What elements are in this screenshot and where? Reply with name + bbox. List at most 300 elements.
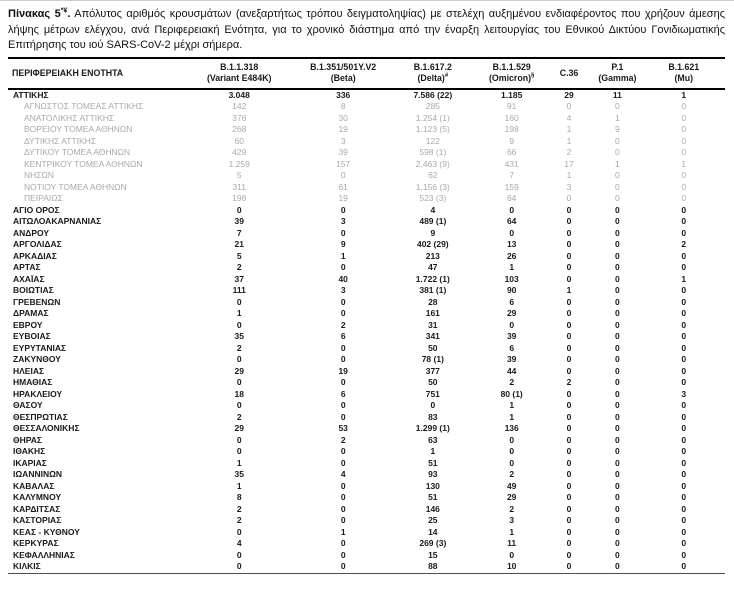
value-cell: 0	[615, 227, 620, 238]
table-row	[8, 251, 725, 263]
value-cell: 0	[681, 331, 687, 342]
value-cell: 25	[428, 515, 438, 526]
value-cell: 9	[430, 227, 436, 238]
value-cell: 1.254 (1)	[415, 112, 450, 123]
value-cell: 13	[506, 239, 517, 250]
region-name-cell: ΚΑΛΥΜΝΟΥ	[13, 492, 62, 503]
value-cell: 0	[615, 423, 620, 434]
value-cell: 751	[425, 388, 440, 399]
column-header-b-1-617-2: B.1.617.2 (Delta)#	[388, 58, 478, 89]
value-cell: 88	[388, 561, 478, 573]
value-cell: 0	[340, 446, 346, 457]
table-row	[8, 481, 725, 493]
value-cell: 2	[236, 262, 242, 273]
value-cell: 0	[566, 227, 572, 238]
region-name-cell: ΝΗΣΩΝ	[24, 170, 55, 181]
value-cell: 0	[566, 549, 572, 560]
value-cell: 0	[566, 503, 572, 514]
table-row	[8, 377, 725, 389]
value-cell: 40	[338, 273, 348, 284]
region-name-cell: ΑΤΤΙΚΗΣ	[13, 89, 49, 100]
value-cell: 6	[509, 296, 515, 307]
region-name-cell: ΔΥΤΙΚΗΣ ΑΤΤΙΚΗΣ	[24, 135, 97, 146]
value-cell: 103	[504, 273, 519, 284]
table-row	[8, 412, 725, 424]
value-cell: 0	[509, 227, 515, 238]
value-cell: 5	[236, 250, 242, 261]
value-cell: 6	[340, 331, 346, 342]
value-cell: 11	[612, 89, 622, 100]
value-cell: 0	[681, 423, 687, 434]
value-cell: 0	[566, 331, 572, 342]
value-cell: 66	[506, 147, 517, 158]
value-cell: 2.463 (9)	[415, 158, 450, 169]
value-cell: 0	[681, 411, 687, 422]
value-cell: 6	[509, 342, 515, 353]
region-name-cell: ΔΥΤΙΚΟΥ ΤΟΜΕΑ ΑΘΗΝΩΝ	[24, 147, 131, 158]
value-cell: 0	[681, 515, 687, 526]
value-cell: 78 (1)	[421, 354, 444, 365]
region-name-cell: ΔΡΑΜΑΣ	[13, 308, 49, 319]
value-cell: 63	[428, 434, 438, 445]
table-row	[8, 285, 725, 297]
value-cell: 37	[234, 273, 244, 284]
report-page	[0, 1, 734, 574]
value-cell: 0	[566, 515, 572, 526]
value-cell: 29	[564, 89, 574, 100]
value-cell: 0	[681, 446, 687, 457]
value-cell: 1.259	[228, 158, 250, 169]
table-row	[8, 435, 725, 447]
value-cell: 136	[504, 423, 519, 434]
value-cell: 0	[615, 434, 620, 445]
value-cell: 2	[236, 503, 242, 514]
value-cell: 0	[340, 503, 346, 514]
value-cell: 0	[681, 101, 687, 112]
value-cell: 0	[615, 147, 620, 158]
value-cell: 64	[506, 193, 517, 204]
value-cell: 8	[236, 492, 242, 503]
value-cell: 4	[340, 469, 346, 480]
region-name-cell: ΚΕΝΤΡΙΚΟΥ ΤΟΜΕΑ ΑΘΗΝΩΝ	[24, 158, 143, 169]
value-cell: 159	[504, 181, 519, 192]
value-cell: 39	[506, 331, 517, 342]
value-cell: 0	[615, 273, 620, 284]
value-cell: 0	[681, 492, 687, 503]
value-cell: 1	[430, 446, 436, 457]
value-cell: 17	[564, 158, 574, 169]
region-name-cell: ΚΑΡΔΙΤΣΑΣ	[13, 503, 61, 514]
value-cell: 6	[340, 388, 346, 399]
region-name-cell: ΚΑΒΑΛΑΣ	[13, 480, 55, 491]
value-cell: 53	[338, 423, 348, 434]
value-cell: 1.156 (3)	[415, 181, 450, 192]
value-cell: 83	[428, 411, 438, 422]
table-row	[8, 331, 725, 343]
value-cell: 198	[232, 193, 247, 204]
value-cell: 0	[340, 227, 346, 238]
value-cell: 0	[681, 480, 687, 491]
value-cell: 160	[504, 112, 519, 123]
value-cell: 0	[566, 308, 572, 319]
region-name-cell: ΘΕΣΠΡΩΤΙΑΣ	[13, 411, 68, 422]
table-row	[8, 320, 725, 332]
value-cell: 11	[507, 538, 517, 549]
value-cell: 402 (29)	[416, 239, 449, 250]
value-cell: 0	[643, 561, 725, 573]
value-cell: 598 (1)	[419, 147, 447, 158]
value-cell: 429	[232, 147, 247, 158]
value-cell: 3	[340, 135, 346, 146]
value-cell: 0	[566, 354, 572, 365]
value-cell: 0	[566, 216, 572, 227]
region-name-cell: ΙΩΑΝΝΙΝΩΝ	[13, 469, 63, 480]
value-cell: 61	[338, 181, 348, 192]
value-cell: 0	[566, 319, 572, 330]
value-cell: 268	[232, 124, 247, 135]
table-row	[8, 136, 725, 148]
value-cell: 198	[504, 124, 519, 135]
region-name-cell: ΑΧΑΪΑΣ	[13, 273, 45, 284]
value-cell: 0	[681, 503, 687, 514]
value-cell: 0	[681, 365, 687, 376]
value-cell: 0	[681, 112, 687, 123]
value-cell: 0	[681, 457, 687, 468]
value-cell: 0	[566, 262, 572, 273]
value-cell: 0	[681, 181, 687, 192]
value-cell: 0	[681, 400, 687, 411]
value-cell: 29	[506, 492, 517, 503]
region-name-cell: ΖΑΚΥΝΘΟΥ	[13, 354, 61, 365]
value-cell: 0	[681, 434, 687, 445]
region-name-cell: ΚΕΦΑΛΛΗΝΙΑΣ	[13, 549, 75, 560]
value-cell: 19	[338, 193, 348, 204]
column-header-c-36: C.36	[546, 58, 593, 89]
value-cell: 39	[338, 147, 348, 158]
table-row	[8, 262, 725, 274]
value-cell: 2	[681, 239, 687, 250]
value-cell: 311	[232, 181, 246, 192]
region-name-cell: ΝΟΤΙΟΥ ΤΟΜΕΑ ΑΘΗΝΩΝ	[24, 181, 127, 192]
value-cell: 0	[681, 296, 687, 307]
value-cell: 2	[340, 434, 346, 445]
value-cell: 1	[615, 158, 620, 169]
table-row	[8, 504, 725, 516]
table-row	[8, 124, 725, 136]
value-cell: 90	[506, 285, 517, 296]
value-cell: 0	[681, 147, 687, 158]
value-cell: 0	[615, 446, 620, 457]
region-name-cell: ΑΡΚΑΔΙΑΣ	[13, 250, 57, 261]
value-cell: 0	[509, 319, 515, 330]
value-cell: 1.722 (1)	[415, 273, 450, 284]
value-cell: 0	[681, 319, 687, 330]
region-name-cell: ΘΗΡΑΣ	[13, 434, 43, 445]
table-row	[8, 527, 725, 539]
value-cell: 0	[566, 400, 572, 411]
value-cell: 0	[566, 411, 572, 422]
region-name-cell: ΚΑΣΤΟΡΙΑΣ	[13, 515, 62, 526]
value-cell: 35	[234, 469, 244, 480]
table-row	[8, 423, 725, 435]
region-name-cell: ΑΙΤΩΛΟΑΚΑΡΝΑΝΙΑΣ	[13, 216, 102, 227]
value-cell: 0	[566, 204, 572, 215]
value-cell: 0	[566, 526, 572, 537]
value-cell: 64	[506, 216, 517, 227]
value-cell: 0	[681, 170, 687, 181]
value-cell: 0	[236, 319, 242, 330]
value-cell: 0	[566, 365, 572, 376]
value-cell: 2	[509, 469, 515, 480]
value-cell: 18	[234, 388, 244, 399]
value-cell: 0	[236, 204, 242, 215]
value-cell: 2	[236, 515, 242, 526]
value-cell: 0	[340, 538, 346, 549]
value-cell: 0	[566, 193, 572, 204]
value-cell: 122	[425, 135, 440, 146]
value-cell: 5	[236, 170, 242, 181]
value-cell: 0	[615, 319, 620, 330]
value-cell: 9	[340, 239, 346, 250]
value-cell: 1	[236, 308, 242, 319]
value-cell: 0	[681, 216, 687, 227]
region-name-cell: ΗΛΕΙΑΣ	[13, 365, 45, 376]
table-row	[8, 159, 725, 171]
value-cell: 381 (1)	[419, 285, 447, 296]
value-cell: 0	[566, 342, 572, 353]
value-cell: 0	[615, 170, 620, 181]
value-cell: 4	[236, 538, 242, 549]
value-cell: 0	[615, 388, 620, 399]
value-cell: 0	[509, 434, 515, 445]
region-name-cell: ΙΚΑΡΙΑΣ	[13, 457, 47, 468]
region-name-cell: ΘΑΣΟΥ	[13, 400, 43, 411]
table-header	[8, 58, 725, 89]
table-row	[8, 400, 725, 412]
value-cell: 1	[681, 89, 687, 100]
table-row	[8, 308, 725, 320]
value-cell: 0	[615, 365, 620, 376]
value-cell: 0	[340, 170, 346, 181]
column-header-b-1-1-318: B.1.1.318 (Variant E484K)	[180, 58, 298, 89]
value-cell: 3.048	[228, 89, 250, 100]
value-cell: 1	[566, 285, 572, 296]
value-cell: 0	[509, 204, 515, 215]
value-cell: 0	[340, 262, 346, 273]
value-cell: 0	[681, 469, 687, 480]
value-cell: 9	[615, 124, 620, 135]
value-cell: 0	[681, 262, 687, 273]
value-cell: 0	[615, 469, 620, 480]
value-cell: 39	[506, 354, 517, 365]
value-cell: 1	[566, 135, 572, 146]
value-cell: 1	[236, 457, 242, 468]
value-cell: 0	[681, 227, 687, 238]
value-cell: 0	[592, 561, 642, 573]
value-cell: 0	[509, 457, 515, 468]
value-cell: 21	[234, 239, 244, 250]
value-cell: 269 (3)	[419, 538, 447, 549]
value-cell: 0	[681, 354, 687, 365]
value-cell: 3	[340, 285, 346, 296]
value-cell: 4	[430, 204, 436, 215]
value-cell: 0	[566, 423, 572, 434]
region-name-cell: ΚΕΡΚΥΡΑΣ	[13, 538, 59, 549]
value-cell: 111	[232, 285, 246, 296]
header-footnote-marker: #	[444, 73, 449, 80]
region-name-cell: ΗΜΑΘΙΑΣ	[13, 377, 53, 388]
value-cell: 0	[615, 216, 620, 227]
value-cell: 2	[236, 342, 242, 353]
value-cell: 0	[236, 549, 242, 560]
value-cell: 0	[566, 239, 572, 250]
value-cell: 0	[340, 457, 346, 468]
value-cell: 0	[615, 135, 620, 146]
value-cell: 157	[336, 158, 351, 169]
value-cell: 15	[428, 549, 438, 560]
value-cell: 285	[425, 101, 440, 112]
value-cell: 0	[615, 492, 620, 503]
value-cell: 62	[428, 170, 438, 181]
value-cell: 2	[509, 503, 515, 514]
value-cell: 0	[236, 296, 242, 307]
value-cell: 0	[236, 377, 242, 388]
value-cell: 0	[681, 526, 687, 537]
value-cell: 0	[566, 480, 572, 491]
value-cell: 0	[340, 296, 346, 307]
column-header-b-1-621: B.1.621 (Mu)	[643, 58, 725, 89]
region-name-cell: ΑΝΑΤΟΛΙΚΗΣ ΑΤΤΙΚΗΣ	[24, 112, 115, 123]
value-cell: 1.123 (5)	[415, 124, 450, 135]
value-cell: 0	[236, 434, 242, 445]
value-cell: 0	[340, 515, 346, 526]
value-cell: 0	[615, 354, 620, 365]
value-cell: 523 (3)	[419, 193, 447, 204]
value-cell: 2	[236, 411, 242, 422]
value-cell: 7.586 (22)	[413, 89, 453, 100]
value-cell: 0	[615, 457, 620, 468]
value-cell: 1.185	[501, 89, 523, 100]
table-row	[8, 297, 725, 309]
table-caption-text: Απόλυτος αριθμός κρουσμάτων (ανεξαρτήτως τρόπου δειγματοληψίας) με στελέχη αυξημένου ενδιαφέροντος που χρήζουν άμεσης λήψης μέτρων ελέγχου, ανά Περιφερειακή Ενότητα, για το χρονικό διάστημα από την έναρξη λειτουργίας του Εθνικού Δικτύου Γονιδιωματικής Επιτήρησης του ιού SARS-CoV-2 μέχρι σήμερα.	[8, 8, 725, 52]
region-name-cell: ΑΝΔΡΟΥ	[13, 227, 50, 238]
table-row	[8, 343, 725, 355]
region-name-cell: ΕΥΒΟΙΑΣ	[13, 331, 51, 342]
value-cell: 0	[509, 549, 515, 560]
value-cell: 4	[566, 112, 572, 123]
value-cell: 0	[615, 193, 620, 204]
value-cell: 3	[340, 216, 346, 227]
value-cell: 44	[506, 365, 517, 376]
value-cell: 1	[509, 262, 515, 273]
value-cell: 80 (1)	[500, 388, 523, 399]
table-row	[8, 101, 725, 113]
table-row	[8, 89, 725, 102]
value-cell: 142	[232, 101, 247, 112]
value-cell: 0	[340, 354, 346, 365]
region-name-cell: ΠΕΙΡΑΙΩΣ	[24, 193, 63, 204]
value-cell: 0	[430, 400, 436, 411]
value-cell: 377	[425, 365, 440, 376]
column-header-region: ΠΕΡΙΦΕΡΕΙΑΚΗ ΕΝΟΤΗΤΑ	[8, 58, 180, 89]
value-cell: 0	[236, 400, 242, 411]
value-cell: 0	[180, 561, 298, 573]
table-row	[8, 193, 725, 205]
value-cell: 0	[681, 285, 687, 296]
value-cell: 0	[615, 342, 620, 353]
table-row	[8, 366, 725, 378]
value-cell: 0	[615, 400, 620, 411]
table-row	[8, 515, 725, 527]
value-cell: 146	[425, 503, 440, 514]
table-body	[8, 89, 725, 574]
value-cell: 0	[236, 354, 242, 365]
value-cell: 0	[566, 388, 572, 399]
value-cell: 0	[681, 135, 687, 146]
value-cell: 2	[566, 147, 572, 158]
value-cell: 1	[236, 480, 242, 491]
table-row	[8, 458, 725, 470]
value-cell: 376	[232, 112, 247, 123]
value-cell: 161	[425, 308, 440, 319]
value-cell: 0	[615, 538, 620, 549]
value-cell: 0	[340, 411, 346, 422]
value-cell: 0	[566, 273, 572, 284]
region-name-cell: ΑΡΤΑΣ	[13, 262, 41, 273]
value-cell: 0	[615, 285, 620, 296]
value-cell: 1	[340, 250, 346, 261]
caption-footnote-marker: *¥	[60, 7, 68, 15]
value-cell: 0	[615, 480, 620, 491]
value-cell: 0	[681, 204, 687, 215]
value-cell: 29	[506, 308, 517, 319]
table-caption-lead: Πίνακας 5*¥.	[8, 7, 71, 20]
value-cell: 0	[615, 377, 620, 388]
value-cell: 1	[340, 526, 346, 537]
value-cell: 0	[615, 250, 620, 261]
region-name-cell: ΘΕΣΣΑΛΟΝΙΚΗΣ	[13, 423, 80, 434]
value-cell: 1.299 (1)	[415, 423, 450, 434]
value-cell: 0	[236, 446, 242, 457]
value-cell: 2	[566, 377, 572, 388]
value-cell: 0	[340, 204, 346, 215]
table-caption	[8, 7, 725, 54]
value-cell: 31	[428, 319, 438, 330]
value-cell: 51	[428, 457, 438, 468]
value-cell: 1	[509, 526, 515, 537]
table-row	[8, 550, 725, 562]
region-name-cell: ΑΡΓΟΛΙΔΑΣ	[13, 239, 62, 250]
value-cell: 0	[566, 434, 572, 445]
value-cell: 0	[340, 549, 346, 560]
region-name-cell: ΕΥΡΥΤΑΝΙΑΣ	[13, 342, 67, 353]
value-cell: 130	[425, 480, 440, 491]
table-row	[8, 492, 725, 504]
value-cell: 0	[546, 561, 593, 573]
value-cell: 0	[681, 549, 687, 560]
column-header-b-1-351-501y-v2: B.1.351/501Y.V2 (Beta)	[298, 58, 388, 89]
value-cell: 49	[506, 480, 517, 491]
column-header-p-1: P.1 (Gamma)	[592, 58, 642, 89]
value-cell: 489 (1)	[419, 216, 447, 227]
value-cell: 341	[425, 331, 440, 342]
value-cell: 35	[234, 331, 244, 342]
region-name-cell: ΚΙΛΚΙΣ	[8, 561, 180, 573]
region-name-cell: ΗΡΑΚΛΕΙΟΥ	[13, 388, 63, 399]
value-cell: 0	[615, 101, 620, 112]
value-cell: 0	[615, 331, 620, 342]
value-cell: 19	[338, 124, 348, 135]
